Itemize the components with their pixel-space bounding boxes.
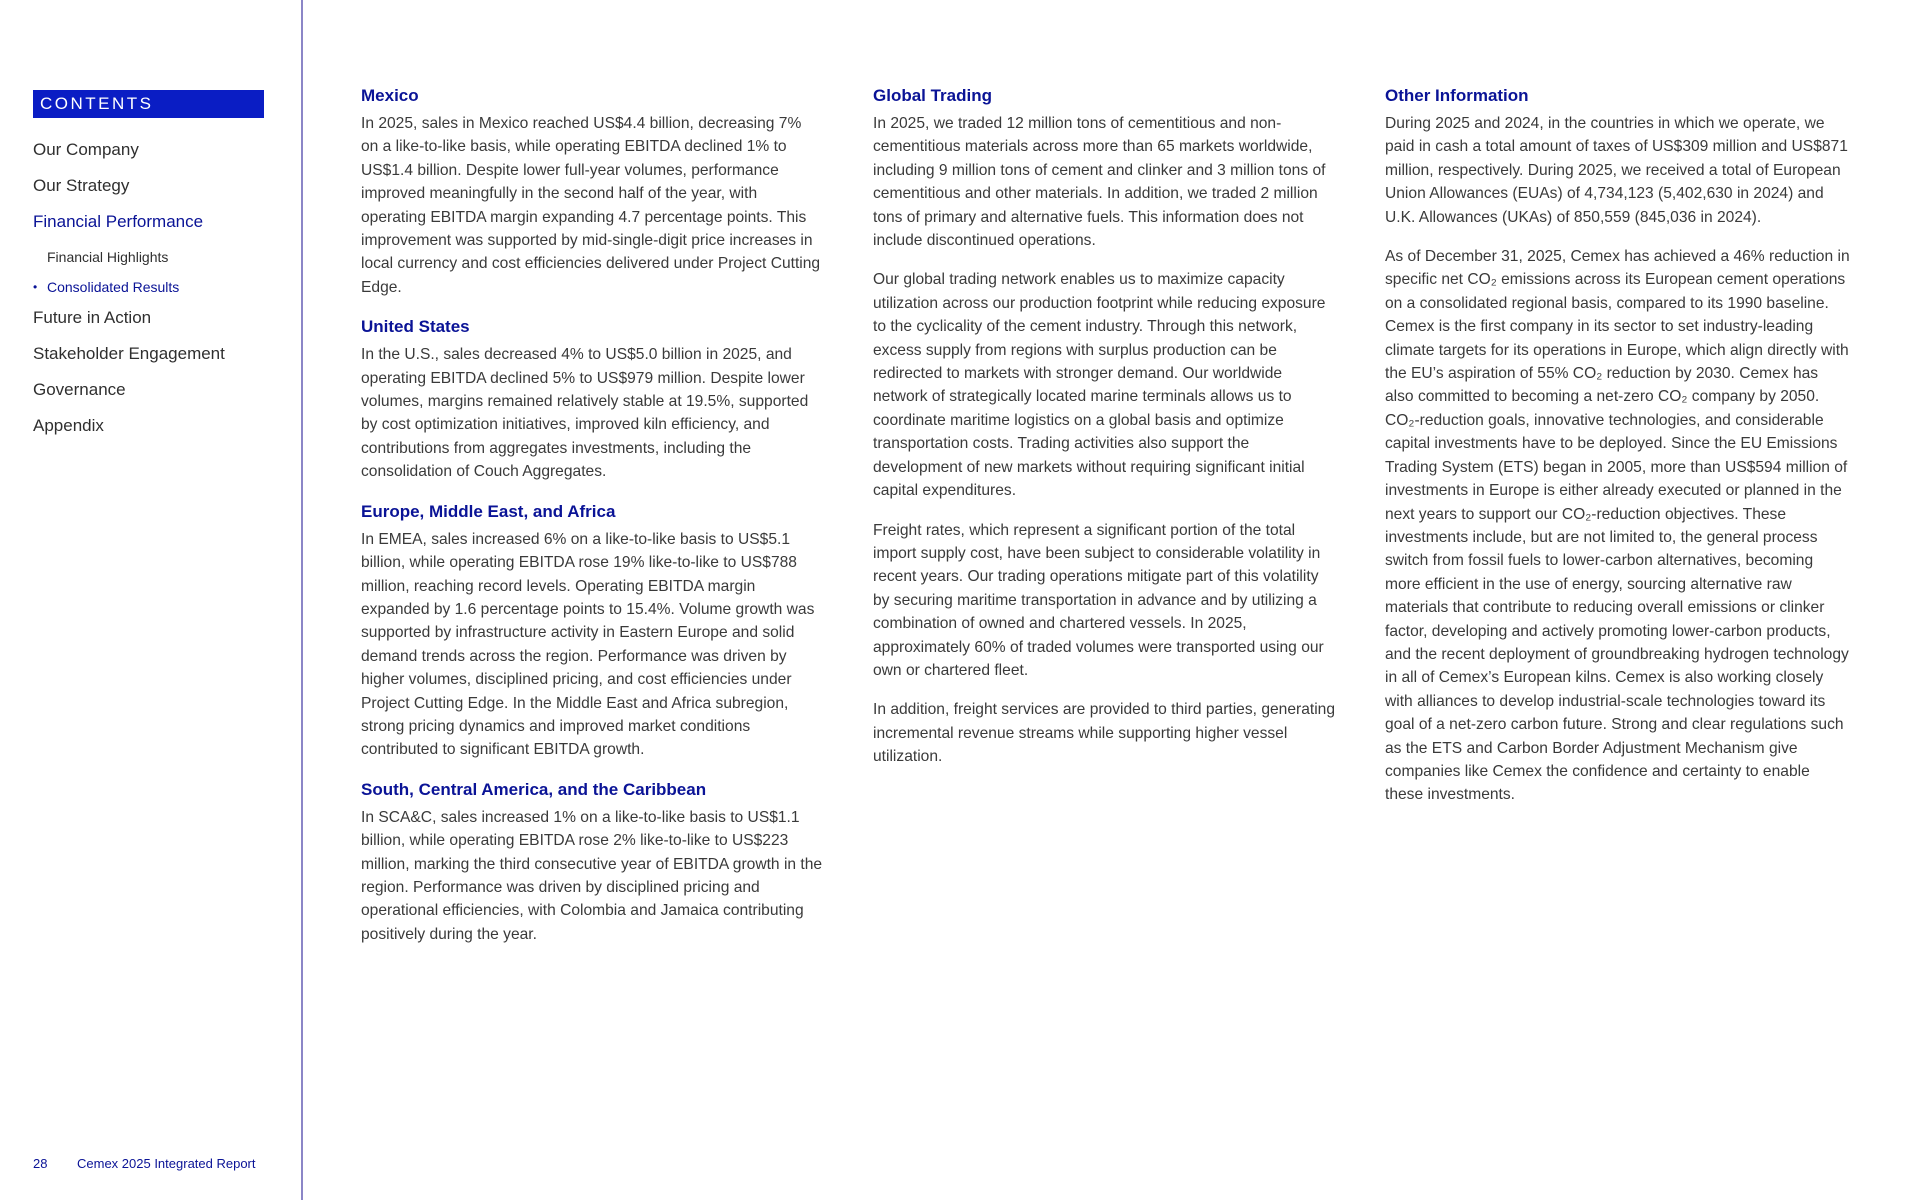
- current-page-bullet: •: [33, 280, 38, 294]
- paragraph: In addition, freight services are provided to third parties, generating incremental revenue streams while supporting higher vessel utilization.: [873, 701, 1336, 766]
- page-number: 28: [33, 1156, 48, 1171]
- section-other-information: [1385, 84, 1850, 807]
- paragraph: In SCA&C, sales increased 1% on a like-to-like basis to US$1.1 billion, while operating EBITDA rose 2% like-to-like to US$223 million, marking the third consecutive year of EBITDA growth in the region. Performance was driven by disciplined pricing and operational efficiencies, with Colombia and Jamaica contributing positively during the year.: [361, 808, 823, 943]
- section-title: Mexico: [361, 86, 419, 105]
- section-title: South, Central America, and the Caribbean: [361, 779, 707, 799]
- nav-subitem-financial-highlights[interactable]: Financial Highlights: [47, 249, 169, 265]
- page-footer: [33, 1156, 256, 1171]
- section-title: Europe, Middle East, and Africa: [361, 501, 616, 521]
- content-column-3: [1385, 84, 1850, 823]
- section-emea: [361, 500, 823, 762]
- section-title: United States: [361, 317, 470, 337]
- section-scac: [361, 778, 823, 946]
- paragraph: During 2025 and 2024, in the countries in which we operate, we paid in cash a total amount of taxes of US$309 million and US$871 million, respectively. During 2025, we received a total of European Union Allowances (EUAs) of 4,734,123 (5,402,630 in 2024) and U.K. Allowances (UKAs) of 850,559 (845,036 in 2024).: [1385, 115, 1848, 226]
- content-column-1: [361, 84, 823, 962]
- section-title: Other Information: [1385, 86, 1529, 105]
- section-global-trading: [873, 84, 1335, 769]
- nav-item-financial-performance[interactable]: Financial Performance: [33, 212, 204, 231]
- section-title: Global Trading: [873, 86, 993, 105]
- content-column-2: [873, 84, 1335, 785]
- nav-subitem-consolidated-results[interactable]: [33, 274, 283, 304]
- nav-item-our-company[interactable]: Our Company: [33, 140, 139, 159]
- nav-item-future-in-action[interactable]: Future in Action: [33, 308, 152, 327]
- paragraph: Our global trading network enables us to maximize capacity utilization across our production footprint while reducing exposure to the cyclicality of the cement industry. Through this network, excess supply from regions with surplus production can be redirected to markets with stronger demand. Our worldwide network of strategically located marine terminals allows us to coordinate maritime logistics on a global basis and optimize transportation costs. Trading activities also support the development of new markets without requiring significant initial capital expenditures.: [873, 271, 1326, 500]
- report-title: Cemex 2025 Integrated Report: [77, 1156, 256, 1171]
- contents-nav: [33, 136, 283, 448]
- paragraph: In 2025, sales in Mexico reached US$4.4 billion, decreasing 7% on a like-to-like basis, while operating EBITDA declined 1% to US$1.4 billion. Despite lower full-year volumes, performance improved meaningfully in the second half of the year, with operating EBITDA margin expanding 4.7 percentage points. This improvement was supported by mid-single-digit price increases in local currency and cost efficiencies delivered under Project Cutting Edge.: [361, 115, 821, 296]
- paragraph: In 2025, we traded 12 million tons of cementitious and non-cementitious materials across more than 65 markets worldwide, including 9 million tons of cement and clinker and 3 million tons of cementitious and other materials. In addition, we traded 2 million tons of primary and alternative fuels. This information does not include discontinued operations.: [873, 115, 1326, 250]
- paragraph: As of December 31, 2025, Cemex has achieved a 46% reduction in specific net CO₂ emissions across its European cement operations on a consolidated regional basis, compared to its 1990 baseline. Cemex is the first company in its sector to set industry-leading climate targets for its operations in Europe, which align directly with the EU’s aspiration of 55% CO₂ reduction by 2030. Cemex has also committed to becoming a net-zero CO₂ company by 2050. CO₂-reduction goals, innovative technologies, and considerable capital investments have to be deployed. Since the EU Emissions Trading System (ETS) began in 2005, more than US$594 million of investments in Europe is either already executed or planned in the next years to support our CO₂-reduction objectives. These investments include, but are not limited to, the general process switch from fossil fuels to lower-carbon alternatives, becoming more efficient in the use of energy, sourcing alternative raw materials that contribute to reducing overall emissions or clinker factor, developing and actively promoting lower-carbon products, and the recent deployment of groundbreaking hydrogen technology in all of Cemex’s European kilns. Cemex is also working closely with alliances to develop industrial-scale technologies toward its goal of a net-zero carbon future. Strong and clear regulations such as the ETS and Carbon Border Adjustment Mechanism give companies like Cemex the confidence and certainty to enable these investments.: [1385, 248, 1850, 804]
- sidebar: [0, 0, 303, 1200]
- section-mexico: [361, 84, 823, 299]
- nav-item-stakeholder-engagement[interactable]: Stakeholder Engagement: [33, 344, 225, 363]
- nav-item-our-strategy[interactable]: Our Strategy: [33, 176, 130, 195]
- paragraph: In EMEA, sales increased 6% on a like-to-like basis to US$5.1 billion, while operating EBITDA rose 19% like-to-like to US$788 million, reaching record levels. Operating EBITDA margin expanded by 1.6 percentage points to 15.4%. Volume growth was supported by infrastructure activity in Eastern Europe and solid demand trends across the region. Performance was driven by higher volumes, disciplined pricing, and cost efficiencies under Project Cutting Edge. In the Middle East and Africa subregion, strong pricing dynamics and improved market conditions contributed to significant EBITDA growth.: [361, 530, 815, 759]
- nav-item-governance[interactable]: Governance: [33, 380, 126, 399]
- paragraph: In the U.S., sales decreased 4% to US$5.0 billion in 2025, and operating EBITDA declined 5% to US$979 million. Despite lower volumes, margins remained relatively stable at 19.5%, supported by cost optimization initiatives, improved kiln efficiency, and contributions from aggregates investments, including the consolidation of Couch Aggregates.: [361, 346, 809, 481]
- nav-subitem-label: Consolidated Results: [47, 279, 180, 295]
- paragraph: Freight rates, which represent a significant portion of the total import supply cost, have been subject to considerable volatility in recent years. Our trading operations mitigate part of this volatility by securing maritime transportation in advance and by utilizing a combination of owned and chartered vessels. In 2025, approximately 60% of traded volumes were transported using our own or chartered fleet.: [873, 521, 1324, 679]
- nav-item-appendix[interactable]: Appendix: [33, 416, 104, 435]
- section-united-states: [361, 315, 823, 483]
- contents-header: CONTENTS: [33, 90, 264, 118]
